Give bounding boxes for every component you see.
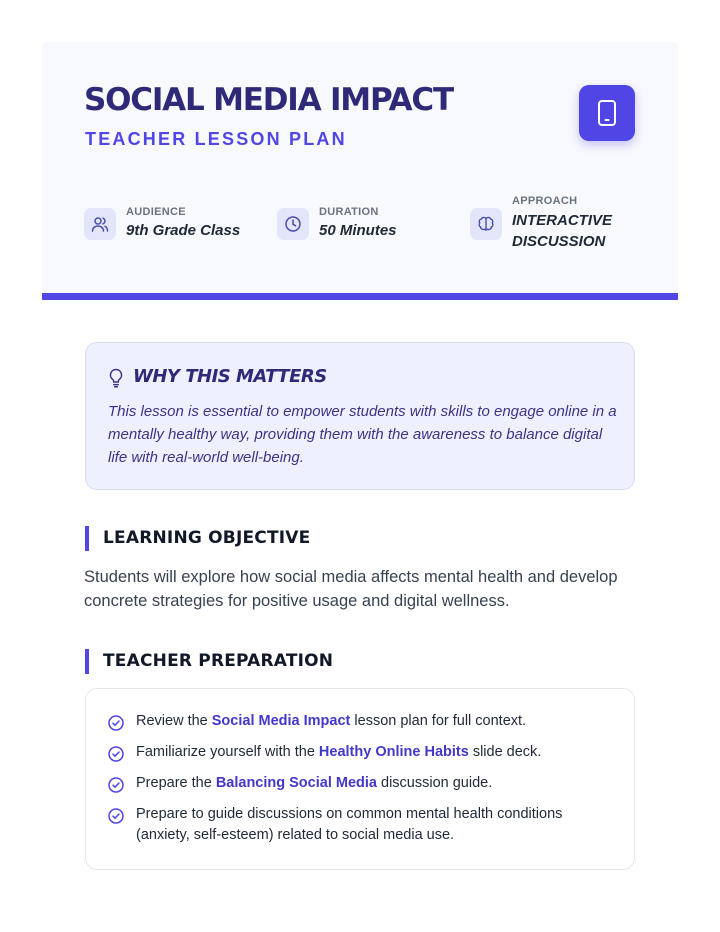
approach-value-line1: INTERACTIVE	[512, 212, 613, 229]
duration-value: 50 Minutes	[319, 222, 397, 239]
check-circle-icon	[107, 776, 125, 794]
tablet-badge	[579, 85, 635, 141]
item-text-after: lesson plan for full context.	[350, 713, 527, 729]
duration-label: DURATION	[319, 206, 379, 218]
approach-value-line2: DISCUSSION	[512, 233, 606, 250]
list-item	[107, 804, 607, 846]
lightbulb-icon	[108, 368, 124, 388]
item-highlight: Balancing Social Media	[215, 775, 377, 791]
item-text-after: discussion guide.	[376, 775, 493, 791]
page-subtitle: TEACHER LESSON PLAN	[85, 129, 347, 149]
item-text-after: slide deck.	[468, 744, 542, 760]
item-highlight: Healthy Online Habits	[318, 744, 469, 760]
audience-label: AUDIENCE	[126, 206, 186, 218]
preparation-card	[85, 688, 635, 870]
list-item-text	[136, 711, 526, 732]
list-item-text	[136, 804, 607, 846]
objective-text: Students will explore how social media affects mental health and develop concrete strategies for positive usage and digital wellness.	[84, 568, 618, 610]
check-circle-icon	[107, 745, 125, 763]
list-item	[107, 742, 607, 763]
list-item-text	[136, 773, 492, 794]
check-circle-icon	[107, 714, 125, 732]
why-title: WHY THIS MATTERS	[133, 366, 327, 387]
why-callout	[85, 342, 635, 490]
item-text-before: Review the	[136, 713, 212, 729]
tablet-icon	[596, 100, 618, 126]
header-accent-bar	[42, 293, 678, 300]
list-item	[107, 773, 607, 794]
meta-audience	[84, 206, 240, 241]
meta-duration	[277, 206, 397, 241]
audience-value: 9th Grade Class	[126, 222, 241, 239]
preparation-list	[107, 711, 607, 856]
objective-heading: LEARNING OBJECTIVE	[85, 526, 310, 551]
preparation-heading: TEACHER PREPARATION	[85, 649, 333, 674]
item-text-before: Prepare to guide discussions on common mental health conditions (anxiety, self-esteem) related to social media use.	[136, 806, 563, 843]
item-text-before: Prepare the	[136, 775, 216, 791]
item-text-before: Familiarize yourself with the	[136, 744, 319, 760]
list-item-text	[136, 742, 541, 763]
brain-icon	[470, 208, 502, 240]
why-text: This lesson is essential to empower students with skills to engage online in a mentally healthy way, providing them with the awareness to balance digital life with real-world well-being.	[108, 403, 617, 466]
list-item	[107, 711, 607, 732]
meta-approach	[470, 195, 612, 252]
clock-icon	[277, 208, 309, 240]
approach-label: APPROACH	[512, 195, 578, 207]
item-highlight: Social Media Impact	[211, 713, 351, 729]
users-icon	[84, 208, 116, 240]
page-title: SOCIAL MEDIA IMPACT	[84, 82, 453, 118]
check-circle-icon	[107, 807, 125, 825]
header-panel	[42, 42, 678, 294]
